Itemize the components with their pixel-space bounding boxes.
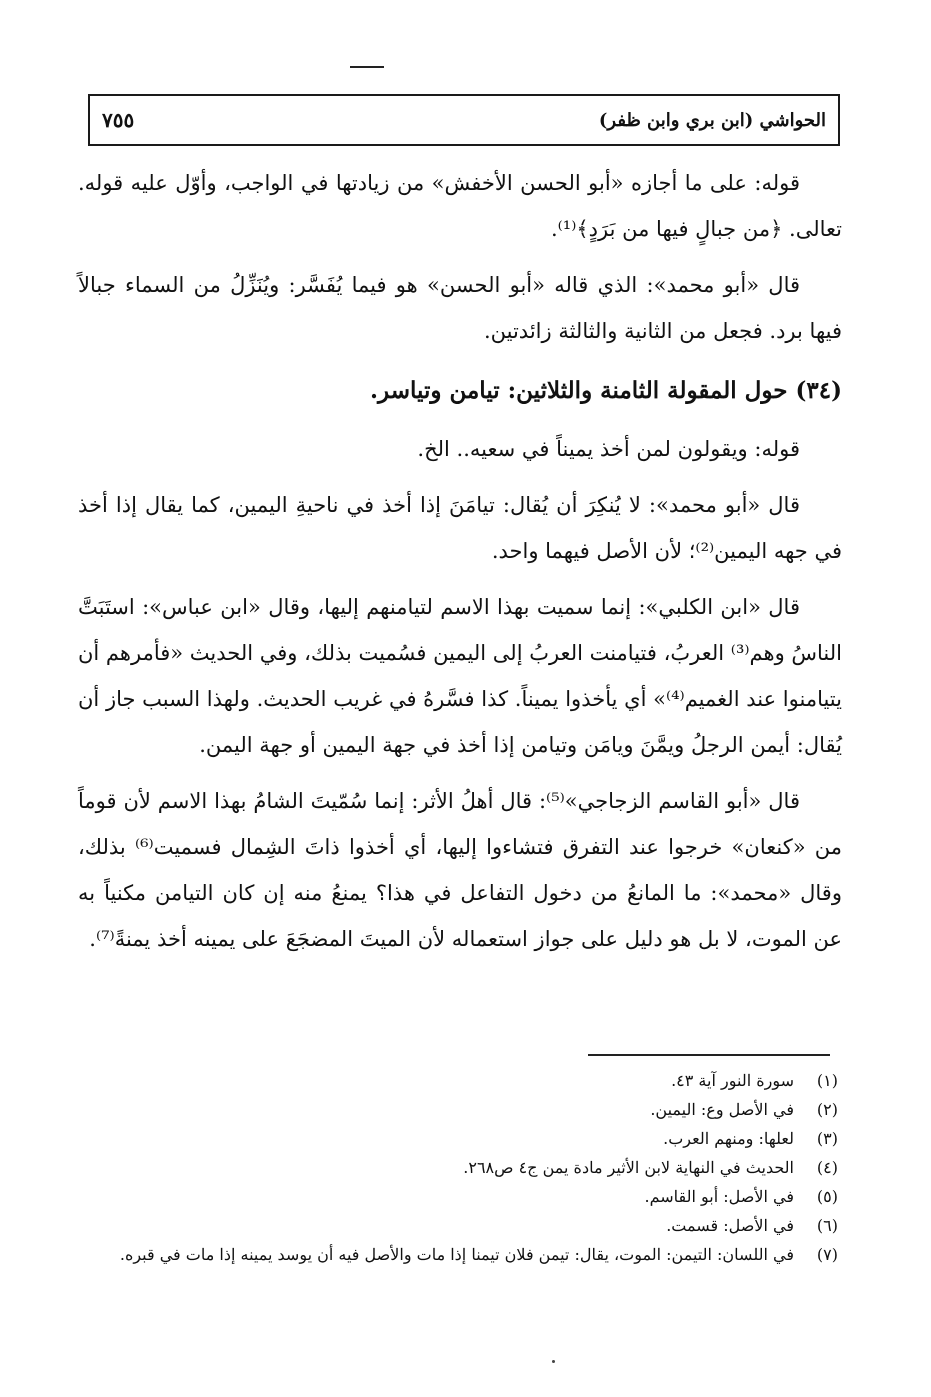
- top-rule-mark: [350, 66, 384, 68]
- paragraph: قال «أبو القاسم الزجاجي»⁽⁵⁾: قال أهلُ الأثر: إنما سُمّيتَ الشامُ بهذا الاسم لأن قوماً من «كنعان» خرجوا عند التفرق فتشاءوا إليها، أي أخذوا ذاتَ الشِمال فسميت⁽⁶⁾ بذلك، وقال «محمد»: ما المانعُ من دخول التفاعل في هذا؟ يمنعُ منه إن كان التيامن مكنياً به عن الموت، لا بل هو دليل على جواز استعماله لأن الميتَ المضجَعَ على يمينه أخذ يمنةً⁽⁷⁾.: [78, 789, 842, 951]
- footnote-number: (٦): [816, 1216, 838, 1235]
- footnote-number: (٣): [816, 1129, 838, 1148]
- footnote-number: (٤): [816, 1158, 838, 1177]
- scan-speck: [552, 1360, 555, 1363]
- footnote-text: في الأصل: قسمت.: [666, 1216, 794, 1235]
- page-header: [88, 94, 840, 146]
- paragraph: قال «أبو محمد»: الذي قاله «أبو الحسن» هو فيما يُفَسَّر: ويُنَزِّلُ من السماء جبالاً فيها برد. فجعل من الثانية والثالثة زائدتين.: [78, 273, 842, 343]
- footnote-item: [78, 1066, 838, 1095]
- footnote-text: الحديث في النهاية لابن الأثير مادة يمن ج٤ ص٢٦٨.: [463, 1158, 794, 1177]
- footnote-item: [78, 1211, 838, 1240]
- page-number: ٧٥٥: [102, 108, 135, 132]
- footnote-text: في الأصل وع: اليمين.: [650, 1100, 794, 1119]
- paragraph: قوله: ويقولون لمن أخذ يميناً في سعيه.. الخ.: [417, 437, 800, 461]
- footnote-number: (٢): [816, 1100, 838, 1119]
- footnote-number: (٥): [816, 1187, 838, 1206]
- footnote-item: [78, 1153, 838, 1182]
- paragraph: قال «ابن الكلبي»: إنما سميت بهذا الاسم لتيامنهم إليها، وقال «ابن عباس»: استَبَتَّ الناسُ وهم⁽³⁾ العربُ، فتيامنت العربُ إلى اليمين فسُميت بذلك، وفي الحديث «فأمرهم أن يتيامنوا عند الغميم⁽⁴⁾» أي يأخذوا يميناً. كذا فسَّرهُ في غريب الحديث. ولهذا السبب جاز أن يُقال: أيمن الرجلُ ويمَّنَ ويامَن وتيامن إذا أخذ في جهة اليمين أو جهة اليمن.: [78, 595, 842, 757]
- running-title: الحواشي (ابن بري وابن ظفر): [598, 109, 826, 131]
- page-body: [78, 160, 842, 972]
- footnote-number: (١): [816, 1071, 838, 1090]
- paragraph: قوله: على ما أجازه «أبو الحسن الأخفش» من زيادتها في الواجب، وأوّل عليه قوله. تعالى. ﴿من جبالٍ فيها من بَرَدٍ﴾⁽¹⁾.: [78, 171, 842, 241]
- footnote-separator: [588, 1054, 830, 1056]
- paragraph: قال «أبو محمد»: لا يُنكِرَ أن يُقال: تيامَنَ إذا أخذ في ناحيةِ اليمين، كما يقال إذا أخذ في جهه اليمين⁽²⁾؛ لأن الأصل فيهما واحد.: [78, 493, 842, 563]
- footnote-item: [78, 1095, 838, 1124]
- footnote-item: [78, 1240, 838, 1269]
- footnote-item: [78, 1124, 838, 1153]
- footnote-text: سورة النور آية ٤٣.: [671, 1071, 794, 1090]
- footnotes: [78, 1066, 838, 1269]
- footnote-item: [78, 1182, 838, 1211]
- section-heading: (٣٤) حول المقولة الثامنة والثلاثين: تيامن وتياسر.: [370, 377, 842, 404]
- footnote-text: في اللسان: التيمن: الموت، يقال: تيمن فلان تيمنا إذا مات والأصل فيه أن يوسد يمينه إذا مات في قبره.: [119, 1245, 794, 1264]
- footnote-text: لعلها: ومنهم العرب.: [663, 1129, 794, 1148]
- footnote-text: في الأصل: أبو القاسم.: [644, 1187, 794, 1206]
- footnote-number: (٧): [816, 1245, 838, 1264]
